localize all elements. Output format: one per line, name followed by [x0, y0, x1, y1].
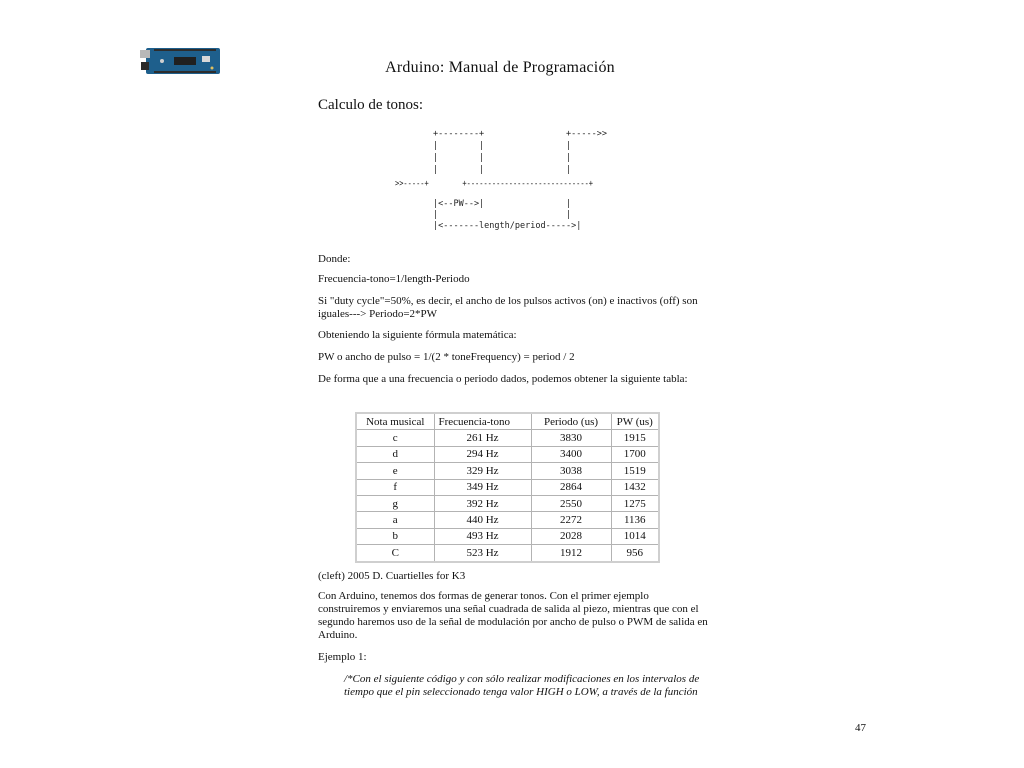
table-cell: 1432 — [611, 479, 659, 495]
table-cell: 2864 — [531, 479, 611, 495]
table-intro-text: De forma que a una frecuencia o periodo dados, podemos obtener la siguiente tabla: — [318, 373, 688, 385]
obteniendo-text: Obteniendo la siguiente fórmula matemática: — [318, 329, 517, 341]
example-label: Ejemplo 1: — [318, 651, 367, 663]
table-cell: 392 Hz — [434, 495, 531, 511]
column-header: Frecuencia-tono — [434, 413, 531, 430]
table-row — [356, 528, 659, 544]
table-cell: c — [356, 430, 434, 446]
table-cell: 3400 — [531, 446, 611, 462]
duty-cycle-text: Si "duty cycle"=50%, es decir, el ancho de los pulsos activos (on) e inactivos (off) son iguales---> Periodo=2*PW — [318, 295, 698, 320]
table-cell: 2550 — [531, 495, 611, 511]
diagram-line: | | — [433, 210, 572, 220]
table-cell: 1912 — [531, 545, 611, 562]
diagram-line: |<--PW-->| | — [433, 199, 572, 209]
column-header: Nota musical — [356, 413, 434, 430]
table-cell: 2272 — [531, 512, 611, 528]
diagram-line: | | | — [433, 165, 572, 175]
table-cell: 294 Hz — [434, 446, 531, 462]
donde-text: Donde: — [318, 253, 351, 265]
table-cell: 2028 — [531, 528, 611, 544]
table-cell: 349 Hz — [434, 479, 531, 495]
table-cell: 1915 — [611, 430, 659, 446]
table-row — [356, 545, 659, 562]
diagram-line: |<-------length/period----->| — [433, 221, 582, 231]
column-header: Periodo (us) — [531, 413, 611, 430]
table-cell: f — [356, 479, 434, 495]
table-cell: e — [356, 463, 434, 479]
table-row — [356, 446, 659, 462]
table-header-row — [356, 413, 659, 430]
diagram-line: +--------+ +----->> — [433, 129, 607, 139]
table-cell: 1014 — [611, 528, 659, 544]
table-cell: g — [356, 495, 434, 511]
explanation-text: Con Arduino, tenemos dos formas de generar tonos. Con el primer ejemplo construiremos y enviaremos una señal cuadrada de salida al piezo, mientras que con el segundo haremos uso de la señal de modulación por ancho de pulso o PWM de salida en Arduino. — [318, 590, 708, 641]
table-cell: C — [356, 545, 434, 562]
diagram-line: >>-----+ +-----------------------------+ — [395, 179, 593, 189]
table-row — [356, 479, 659, 495]
table-cell: 3830 — [531, 430, 611, 446]
table-cell: d — [356, 446, 434, 462]
pulse-width-diagram — [395, 126, 635, 236]
table-cell: b — [356, 528, 434, 544]
section-title: Calculo de tonos: — [318, 97, 423, 113]
table-cell: 1519 — [611, 463, 659, 479]
table-cell: 956 — [611, 545, 659, 562]
diagram-line: | | | — [433, 141, 572, 151]
tone-table — [355, 412, 660, 563]
table-cell: 1700 — [611, 446, 659, 462]
column-header: PW (us) — [611, 413, 659, 430]
table-row — [356, 495, 659, 511]
table-cell: 1275 — [611, 495, 659, 511]
page-header-title: Arduino: Manual de Programación — [385, 59, 615, 76]
table-cell: 1136 — [611, 512, 659, 528]
table-row — [356, 463, 659, 479]
table-cell: a — [356, 512, 434, 528]
diagram-line: | | | — [433, 153, 572, 163]
table-cell: 261 Hz — [434, 430, 531, 446]
page-number: 47 — [855, 722, 866, 734]
code-comment-text: /*Con el siguiente código y con sólo realizar modificaciones en los intervalos de tiempo que el pin seleccionado tenga valor HIGH o LOW, a través de la función — [344, 673, 700, 698]
frequency-definition: Frecuencia-tono=1/length-Periodo — [318, 273, 470, 285]
table-row — [356, 512, 659, 528]
table-cell: 493 Hz — [434, 528, 531, 544]
table-cell: 329 Hz — [434, 463, 531, 479]
table-row — [356, 430, 659, 446]
formula-text: PW o ancho de pulso = 1/(2 * toneFrequency) = period / 2 — [318, 351, 575, 363]
credit-text: (cleft) 2005 D. Cuartielles for K3 — [318, 570, 466, 582]
table-cell: 440 Hz — [434, 512, 531, 528]
table-cell: 523 Hz — [434, 545, 531, 562]
table-cell: 3038 — [531, 463, 611, 479]
